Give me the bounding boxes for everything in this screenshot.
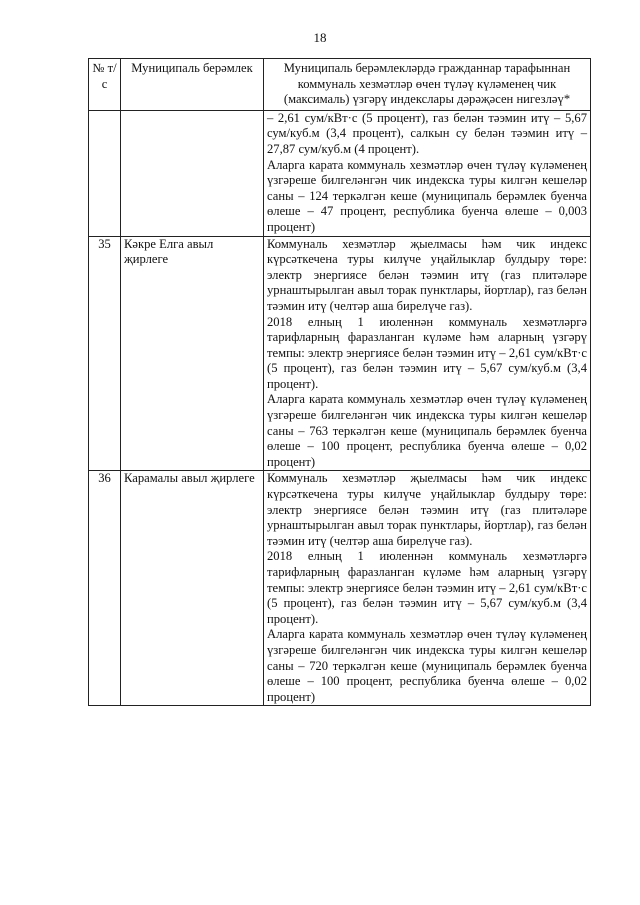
page-number: 18 bbox=[313, 30, 327, 45]
row-municipality: Карамалы авыл җирлеге bbox=[121, 471, 264, 706]
description-paragraph: Коммуналь хезмәтләр җыелмасы һәм чик индекс күрсәткечена туры килүче уңайлыклар булдыру төре: электр энергиясе белән тәэмин итү (газ плитәләре урнаштырылган авыл торак пунктлары, йортлар), газ белән тәэмин итү (челтәр аша бирелүче газ). bbox=[267, 471, 587, 548]
row-municipality bbox=[121, 110, 264, 236]
row-number: 36 bbox=[89, 471, 121, 706]
description-paragraph: 2018 елның 1 июленнән коммуналь хезмәтләргә тарифларның фаразланган күләме һәм аларның үзгәрү темпы: электр энергиясе белән тәэмин итү – 2,61 сум/кВт·с (5 процент), газ белән тәэмин итү – 5,67 сум/куб.м (3,4 процент). bbox=[267, 549, 587, 626]
description-paragraph: Аларга карата коммуналь хезмәтләр өчен түләү күләменең үзгәреше билгеләнгән чик индекска туры килгән кешеләр саны – 720 теркәлгән кеше (муниципаль берәмлек буенча өлеше – 100 процент, республика буенча өлеше – 0,02 процент) bbox=[267, 627, 587, 704]
header-number: № т/с bbox=[89, 59, 121, 111]
description-paragraph: – 2,61 сум/кВт·с (5 процент), газ белән тәэмин итү – 5,67 сум/куб.м (3,4 процент), салкын су белән тәэмин итү – 27,87 сум/куб.м (4 процент). bbox=[267, 110, 587, 156]
row-number: 35 bbox=[89, 236, 121, 471]
description-paragraph: Аларга карата коммуналь хезмәтләр өчен түләү күләменең үзгәреше билгеләнгән чик индекска туры килгән кешеләр саны – 763 теркәлгән кеше (муниципаль берәмлек буенча өлеше – 100 процент, республика буенча өлеше – 0,02 процент) bbox=[267, 392, 587, 469]
tariff-index-table bbox=[88, 58, 591, 706]
description-paragraph: 2018 елның 1 июленнән коммуналь хезмәтләргә тарифларның фаразланган күләме һәм аларның үзгәрү темпы: электр энергиясе белән тәэмин итү – 2,61 сум/кВт·с (5 процент), газ белән тәэмин итү – 5,67 сум/куб.м (3,4 процент). bbox=[267, 314, 587, 391]
table-row bbox=[89, 236, 591, 471]
row-description bbox=[264, 110, 591, 236]
header-basis: Муниципаль берәмлекләрдә гражданнар тарафыннан коммуналь хезмәтләр өчен түләү күләменең чик (максималь) үзгәрү индекслары дәрәҗәсен нигезләү* bbox=[264, 59, 591, 111]
row-description bbox=[264, 471, 591, 706]
description-paragraph: Коммуналь хезмәтләр җыелмасы һәм чик индекс күрсәткечена туры килүче уңайлыклар булдыру төре: электр энергиясе белән тәэмин итү (газ плитәләре урнаштырылган авыл торак пунктлары, йортлар), газ белән тәэмин итү (челтәр аша бирелүче газ). bbox=[267, 236, 587, 313]
header-municipality: Муниципаль берәмлек bbox=[121, 59, 264, 111]
row-number bbox=[89, 110, 121, 236]
table-header-row bbox=[89, 59, 591, 111]
row-municipality: Кәкре Елга авыл җирлеге bbox=[121, 236, 264, 471]
description-paragraph: Аларга карата коммуналь хезмәтләр өчен түләү күләменең үзгәреше билгеләнгән чик индекска туры килгән кешеләр саны – 124 теркәлгән кеше (муниципаль берәмлек буенча өлеше – 47 процент, республика буенча өлеше – 0,003 процент) bbox=[267, 157, 587, 234]
table-row bbox=[89, 471, 591, 706]
row-description bbox=[264, 236, 591, 471]
table-row bbox=[89, 110, 591, 236]
